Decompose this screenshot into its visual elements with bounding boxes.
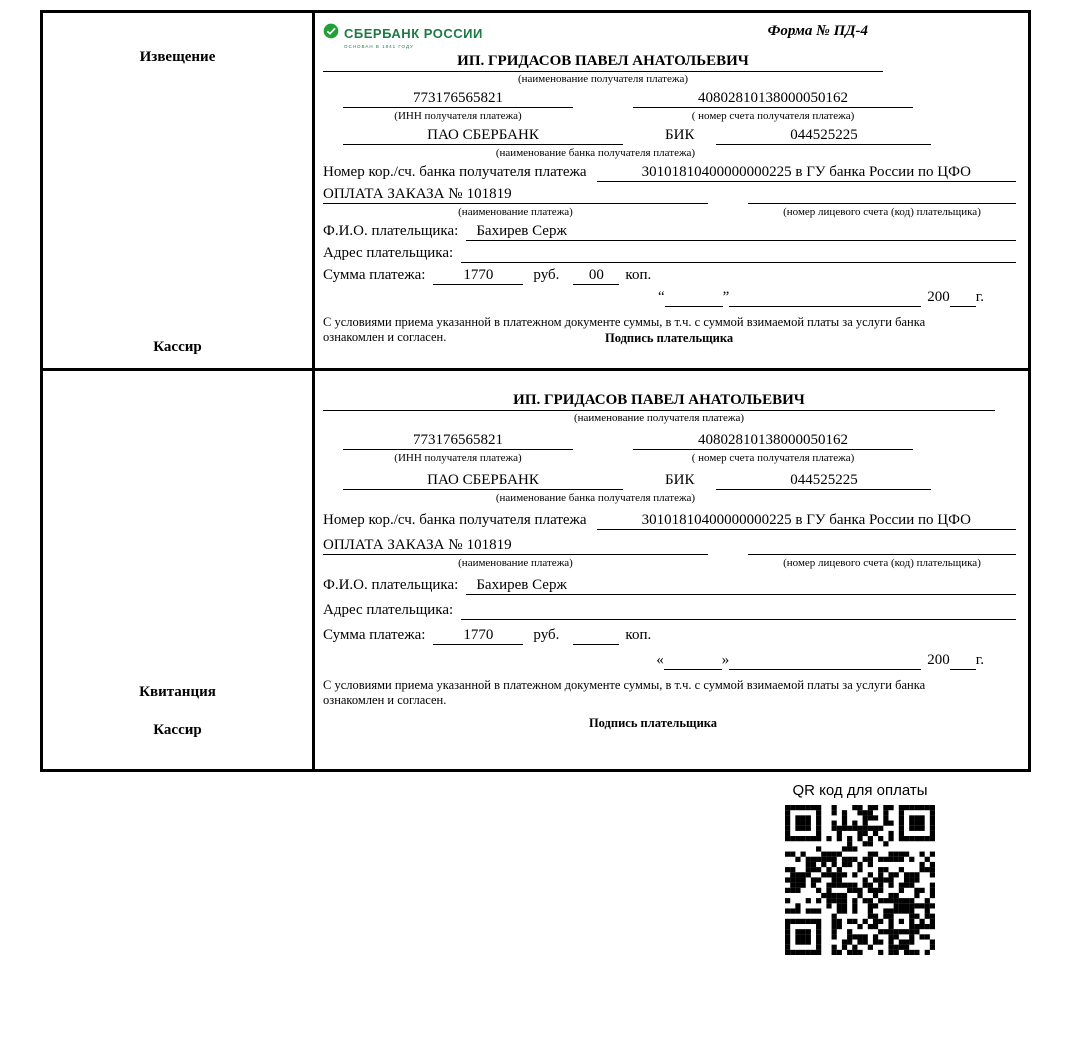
corr-account-row: [323, 512, 1016, 530]
date-open-quote: “: [657, 289, 665, 305]
date-year-prefix: 200: [927, 652, 950, 668]
bank-row: [323, 127, 1016, 145]
date-month-blank: [729, 652, 921, 670]
corr-value: 30101810400000000225 в ГУ банка России по ЦФО: [597, 164, 1016, 182]
sberbank-logo-text: СБЕРБАНК РОССИИ: [344, 26, 483, 41]
notice-cashier-label: Кассир: [153, 339, 202, 355]
agreement-block: [323, 315, 1016, 345]
corr-value: 30101810400000000225 в ГУ банка России по ЦФО: [597, 512, 1016, 530]
date-year-prefix: 200: [927, 289, 950, 305]
sum-label: Сумма платежа:: [323, 267, 426, 283]
inn-account-captions: [323, 110, 1016, 123]
notice-body: [315, 13, 1028, 368]
form-title: Форма № ПД-4: [767, 23, 868, 39]
payment-captions: [323, 557, 1016, 570]
date-year-blank: [950, 652, 976, 670]
date-day-blank: [665, 289, 723, 307]
inn-account-row: [323, 90, 1016, 108]
sum-kop-value: [573, 627, 619, 645]
receipt-section-label: Квитанция: [139, 684, 216, 700]
payment-name: [323, 186, 708, 204]
inn-value: 773176565821: [343, 432, 573, 450]
payment-caption: (наименование платежа): [458, 206, 573, 218]
bank-caption: (наименование банка получателя платежа): [495, 492, 696, 504]
kop-label: коп.: [625, 267, 652, 283]
recipient-caption: (наименование получателя платежа): [573, 412, 745, 424]
rub-label: руб.: [533, 627, 560, 643]
notice-section-label: Извещение: [139, 49, 216, 65]
inn-value: 773176565821: [343, 90, 573, 108]
sum-rub-value: 1770: [433, 627, 523, 645]
payer-address-value: [461, 602, 1016, 620]
notice-left-cell: [43, 13, 315, 368]
sum-rub-value: 1770: [433, 267, 523, 285]
bik-label: БИК: [665, 127, 695, 143]
bank-row: [323, 472, 1016, 490]
sum-kop-value: 00: [573, 267, 619, 285]
qr-section: [783, 782, 937, 955]
date-close-quote: »: [721, 652, 730, 668]
corr-account-row: [323, 164, 1016, 182]
bik-label: БИК: [665, 472, 695, 488]
corr-label: Номер кор./сч. банка получателя платежа: [323, 512, 587, 528]
signature-label: Подпись плательщика: [588, 716, 718, 730]
sberbank-logo-tagline: ОСНОВАН В 1841 ГОДУ: [344, 44, 414, 49]
inn-account-captions: [323, 452, 1016, 465]
payer-name-row: [323, 577, 1016, 595]
bank-caption: (наименование банка получателя платежа): [495, 147, 696, 159]
bank-name: ПАО СБЕРБАНК: [343, 127, 623, 145]
date-year-suffix: г.: [975, 289, 984, 305]
account-value: 40802810138000050162: [633, 90, 913, 108]
bik-value: 044525225: [716, 472, 931, 490]
date-month-blank: [729, 289, 921, 307]
payment-name-row: [323, 186, 1016, 204]
pd4-form: [40, 10, 1031, 772]
payer-address-row: [323, 245, 1016, 263]
personal-account-caption: (номер лицевого счета (код) плательщика): [783, 206, 981, 218]
payment-captions: [323, 206, 1016, 219]
personal-account-blank: [748, 186, 1016, 204]
payer-name-label: Ф.И.О. плательщика:: [323, 223, 459, 239]
inn-caption: (ИНН получателя платежа): [394, 110, 522, 122]
agreement-block: [323, 678, 1016, 731]
date-row: [323, 652, 1016, 670]
receipt-left-cell: [43, 371, 315, 769]
recipient-name: ИП. ГРИДАСОВ ПАВЕЛ АНАТОЛЬЕВИЧ: [323, 392, 995, 411]
date-open-quote: «: [656, 652, 664, 668]
recipient-block: [323, 53, 883, 86]
payer-name-row: [323, 223, 1016, 241]
sum-label: Сумма платежа:: [323, 627, 426, 643]
notice-section: [43, 13, 1028, 371]
payer-address-label: Адрес плательщика:: [323, 245, 454, 261]
agreement-text: С условиями приема указанной в платежном документе суммы, в т.ч. с суммой взимаемой платы за услуги банка ознакомлен и согласен.: [323, 678, 926, 707]
corr-label: Номер кор./сч. банка получателя платежа: [323, 164, 587, 180]
recipient-block: [323, 392, 995, 425]
date-year-suffix: г.: [975, 652, 984, 668]
account-caption: ( номер счета получателя платежа): [691, 110, 855, 122]
payment-name: [323, 537, 708, 555]
payer-address-label: Адрес плательщика:: [323, 602, 454, 618]
order-number: 101819: [466, 186, 512, 202]
qr-code: [785, 805, 935, 955]
kop-label: коп.: [625, 627, 652, 643]
receipt-section: [43, 371, 1028, 769]
date-close-quote: ”: [722, 289, 730, 305]
date-day-blank: [664, 652, 722, 670]
recipient-caption: (наименование получателя платежа): [517, 73, 689, 85]
notice-header-row: [323, 23, 1016, 49]
payment-name-row: [323, 537, 1016, 555]
inn-caption: (ИНН получателя платежа): [394, 452, 522, 464]
payer-name-label: Ф.И.О. плательщика:: [323, 577, 459, 593]
personal-account-caption: (номер лицевого счета (код) плательщика): [783, 557, 981, 569]
payer-name-value: Бахирев Серж: [466, 577, 1016, 595]
order-number: 101819: [466, 537, 512, 553]
date-row: [323, 289, 1016, 307]
sum-row: [323, 267, 1016, 285]
bank-name: ПАО СБЕРБАНК: [343, 472, 623, 490]
recipient-name: ИП. ГРИДАСОВ ПАВЕЛ АНАТОЛЬЕВИЧ: [323, 53, 883, 72]
agreement-text: С условиями приема указанной в платежном документе суммы, в т.ч. с суммой взимаемой платы за услуги банка ознакомлен и согласен.: [323, 315, 926, 344]
inn-account-row: [323, 432, 1016, 450]
sberbank-logo: [323, 23, 483, 49]
payer-name-value: Бахирев Серж: [466, 223, 1016, 241]
sberbank-logo-icon: [323, 23, 339, 44]
signature-label: Подпись плательщика: [605, 331, 734, 345]
payment-name-label: ОПЛАТА ЗАКАЗА №: [323, 186, 463, 202]
personal-account-blank: [748, 537, 1016, 555]
account-value: 40802810138000050162: [633, 432, 913, 450]
qr-caption: QR код для оплаты: [792, 782, 928, 799]
payment-name-label: ОПЛАТА ЗАКАЗА №: [323, 537, 463, 553]
receipt-body: [315, 371, 1028, 769]
sum-row: [323, 627, 1016, 645]
rub-label: руб.: [533, 267, 560, 283]
payment-caption: (наименование платежа): [458, 557, 573, 569]
payer-address-value: [461, 245, 1016, 263]
account-caption: ( номер счета получателя платежа): [691, 452, 855, 464]
date-year-blank: [950, 289, 976, 307]
receipt-cashier-label: Кассир: [153, 722, 202, 738]
bik-value: 044525225: [716, 127, 931, 145]
payer-address-row: [323, 602, 1016, 620]
